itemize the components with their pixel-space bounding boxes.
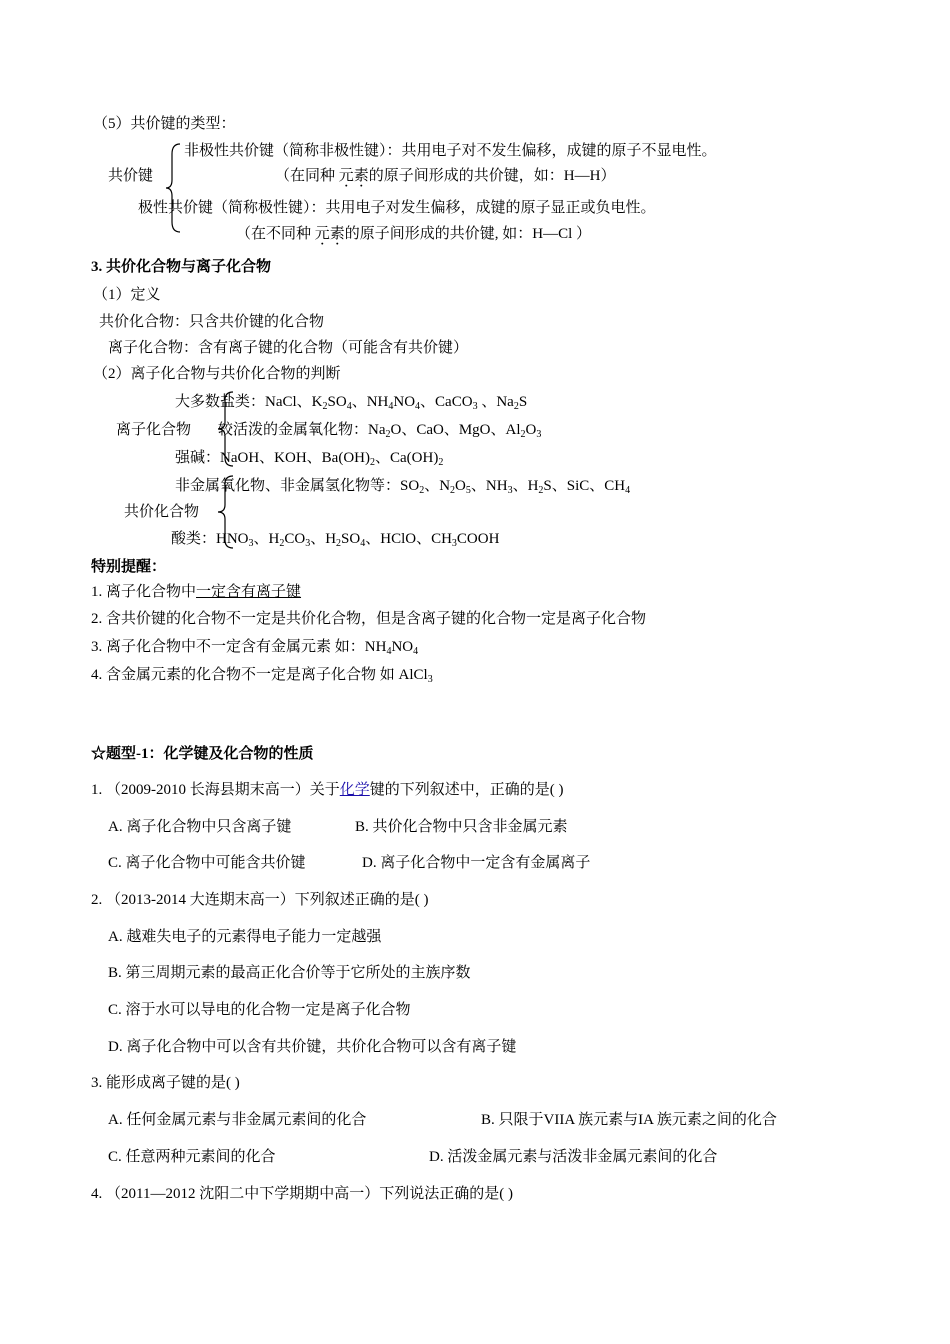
reminder-item-4: 4. 含金属元素的化合物不一定是离子化合物 如 AlCl$_3$ — [91, 667, 433, 685]
polar-bond-definition: 极性共价键（简称极性键）：共用电子对发生偏移，成键的原子显正或负电性。 — [138, 200, 656, 216]
q3-option-b: B. 只限于VIIA 族元素与IA 族元素之间的化合 — [481, 1112, 777, 1128]
question-3: 3. 能形成离子键的是( ) — [91, 1075, 240, 1091]
question-2: 2. （2013-2014 大连期末高一）下列叙述正确的是( ) — [91, 892, 429, 908]
q3-option-c: C. 任意两种元素间的化合 — [108, 1149, 276, 1165]
judgement-title: （2）离子化合物与共价化合物的判断 — [93, 366, 341, 382]
covalent-bond-label: 共价键 — [108, 168, 154, 184]
nonmetal-compounds-line: 非金属氧化物、非金属氢化物等：$SO_2$、$N_2O_5$、$NH_3$、$H_2S$、SiC、$CH_4$ — [175, 478, 631, 496]
reminder-item-2: 2. 含共价键的化合物不一定是共价化合物，但是含离子键的化合物一定是离子化合物 — [91, 611, 647, 627]
nonpolar-bond-note: （在同种 元素的原子间形成的共价键，如：H—H） — [275, 168, 616, 184]
salts-line: 大多数盐类：NaCl、$K_2SO_4$、$NH_4NO_4$、CaCO$_3$ 、$Na_2S$ — [175, 394, 528, 412]
q3-option-a: A. 任何金属元素与非金属元素间的化合 — [108, 1112, 367, 1128]
chemistry-link[interactable]: 化学 — [339, 782, 370, 798]
strong-bases-line: 强碱：NaOH、KOH、$Ba(OH)_2$、$Ca(OH)_2$ — [175, 450, 444, 468]
q2-option-b: B. 第三周期元素的最高正化合价等于它所处的主族序数 — [108, 965, 471, 981]
reminder-item-1: 1. 离子化合物中一定含有离子键 — [91, 584, 302, 600]
question-4: 4. （2011—2012 沈阳二中下学期期中高一）下列说法正确的是( ) — [91, 1186, 513, 1202]
topic-heading: ☆题型-1：化学键及化合物的性质 — [91, 746, 314, 762]
question-1: 1. （2009-2010 长海县期末高一）关于化学键的下列叙述中，正确的是( ) — [91, 782, 564, 798]
q2-option-a: A. 越难失电子的元素得电子能力一定越强 — [108, 929, 382, 945]
covalent-compound-label: 共价化合物 — [124, 504, 200, 520]
ionic-compound-label: 离子化合物 — [116, 422, 192, 438]
reminder-item-3: 3. 离子化合物中不一定含有金属元素 如：$NH_4NO_4$ — [91, 639, 419, 657]
definition-title: （1）定义 — [93, 287, 161, 303]
q2-option-c: C. 溶于水可以导电的化合物一定是离子化合物 — [108, 1002, 411, 1018]
q1-option-b: B. 共价化合物中只含非金属元素 — [355, 819, 568, 835]
covalent-bond-brace — [164, 142, 184, 234]
section5-title: （5）共价键的类型： — [93, 116, 236, 132]
q1-option-d: D. 离子化合物中一定含有金属离子 — [362, 855, 591, 871]
q3-option-d: D. 活泼金属元素与活泼非金属元素间的化合 — [429, 1149, 718, 1165]
reminder-heading: 特别提醒： — [91, 559, 167, 575]
metal-oxides-line: 较活泼的金属氧化物：$Na_2O$、CaO、MgO、$Al_2O_3$ — [218, 422, 542, 440]
section3-heading: 3. 共价化合物与离子化合物 — [91, 259, 272, 275]
q1-option-a: A. 离子化合物中只含离子键 — [108, 819, 292, 835]
q1-option-c: C. 离子化合物中可能含共价键 — [108, 855, 306, 871]
ionic-compound-definition: 离子化合物：含有离子键的化合物（可能含有共价键） — [108, 340, 469, 356]
q2-option-d: D. 离子化合物中可以含有共价键，共价化合物可以含有离子键 — [108, 1039, 517, 1055]
acids-line: 酸类：$HNO_3$、$H_2CO_3$、$H_2SO_4$、HClO、$CH_3COOH$ — [171, 531, 500, 549]
polar-bond-note: （在不同种 元素的原子间形成的共价键, 如：H—Cl ） — [236, 226, 592, 242]
covalent-compound-definition: 共价化合物：只含共价键的化合物 — [99, 314, 325, 330]
nonpolar-bond-definition: 非极性共价键（简称非极性键）：共用电子对不发生偏移，成键的原子不显电性。 — [184, 143, 717, 159]
